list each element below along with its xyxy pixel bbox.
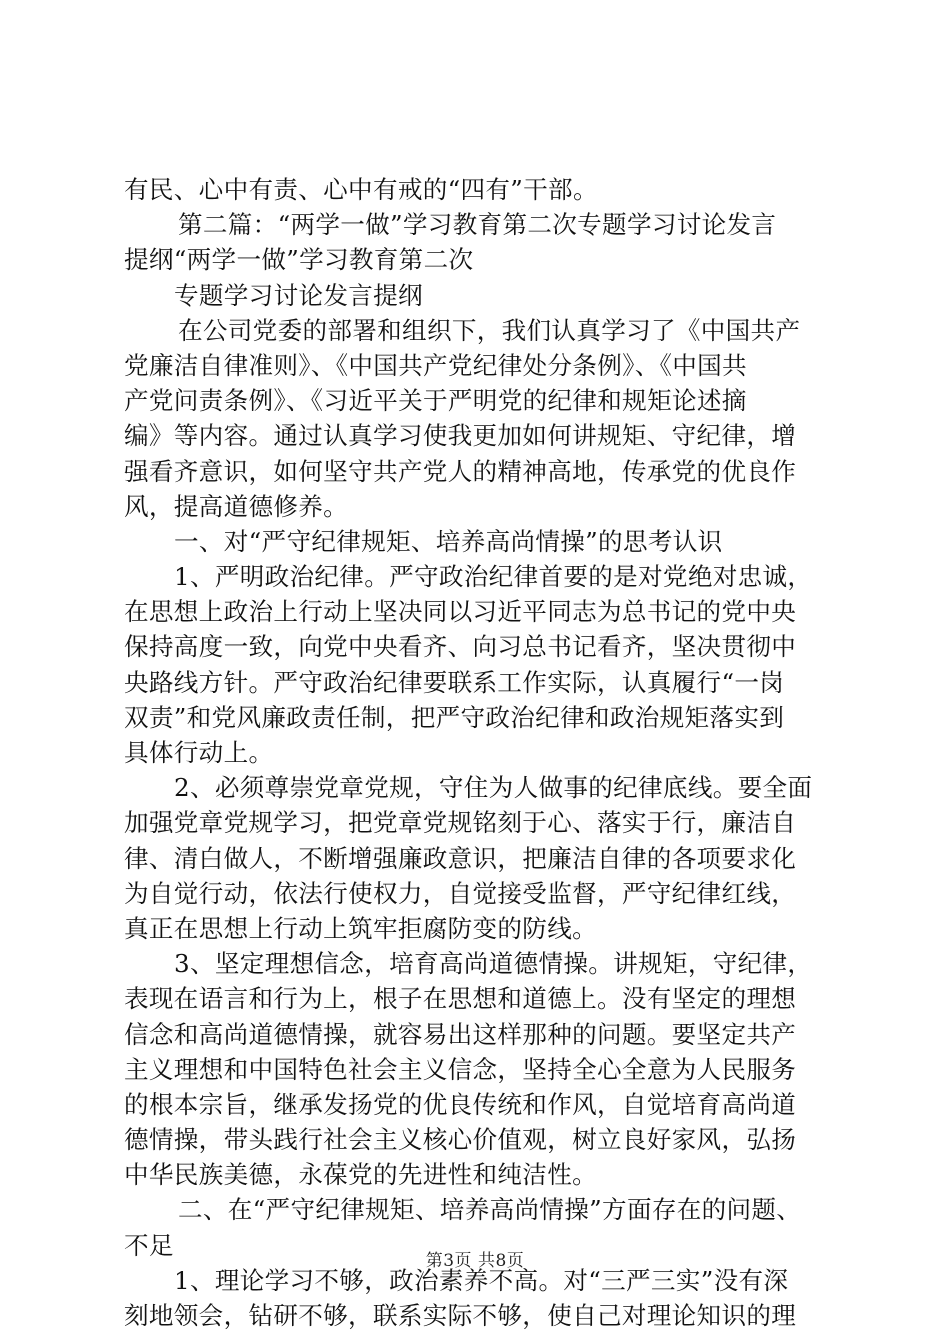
text-line: 的根本宗旨，继承发扬党的优良传统和作风，自觉培育高尚道 (124, 1089, 797, 1119)
section-title-line: 提纲“两学一做”学习教育第二次 (124, 245, 474, 275)
text-line: 2、必须尊崇党章党规，守住为人做事的纪律底线。要全面 (174, 773, 813, 803)
text-line: 风，提高道德修养。 (124, 491, 349, 521)
text-line: 真正在思想上行动上筑牢拒腐防变的防线。 (124, 913, 597, 943)
text-line: 编》等内容。通过认真学习使我更加如何讲规矩、守纪律，增 (124, 421, 797, 451)
text-line: 德情操，带头践行社会主义核心价值观，树立良好家风，弘扬 (124, 1125, 797, 1155)
text-line: 1、严明政治纪律。严守政治纪律首要的是对党绝对忠诚， (174, 562, 813, 592)
heading-line: 一、对“严守纪律规矩、培养高尚情操”的思考认识 (174, 526, 723, 556)
text-line: 具体行动上。 (124, 738, 274, 767)
text-line: 律、清白做人，不断增强廉政意识，把廉洁自律的各项要求化 (124, 843, 797, 873)
text-line: 为自觉行动，依法行使权力，自觉接受监督，严守纪律红线， (124, 878, 797, 908)
section-subtitle-line: 专题学习讨论发言提纲 (174, 280, 423, 310)
text-line: 主义理想和中国特色社会主义信念，坚持全心全意为人民服务 (124, 1054, 797, 1084)
text-line: 3、坚定理想信念，培育高尚道德情操。讲规矩，守纪律， (174, 949, 813, 979)
text-line: 1、理论学习不够，政治素养不高。对“三严三实”没有深 (174, 1265, 789, 1295)
text-line: 有民、心中有责、心中有戒的“四有”干部。 (124, 175, 598, 204)
text-line: 保持高度一致，向党中央看齐、向习总书记看齐，坚决贯彻中 (124, 632, 797, 662)
section-title-line: 第二篇：“两学一做”学习教育第二次专题学习讨论发言 (178, 210, 777, 240)
text-line: 在思想上政治上行动上坚决同以习近平同志为总书记的党中央 (124, 597, 797, 627)
text-line: 在公司党委的部署和组织下，我们认真学习了《中国共产 (178, 315, 801, 345)
text-line: 党廉洁自律准则》、《中国共产党纪律处分条例》、《中国共 (124, 350, 747, 380)
text-line: 刻地领会，钻研不够，联系实际不够，使自己对理论知识的理 (124, 1301, 797, 1330)
text-line: 双责”和党风廉政责任制，把严守政治纪律和政治规矩落实到 (124, 702, 785, 732)
page-number-footer: 第3页 共8页 (425, 1251, 525, 1271)
text-line: 中华民族美德，永葆党的先进性和纯洁性。 (124, 1160, 597, 1190)
text-line: 加强党章党规学习，把党章党规铭刻于心、落实于行，廉洁自 (124, 808, 797, 838)
text-line: 表现在语言和行为上，根子在思想和道德上。没有坚定的理想 (124, 984, 797, 1014)
text-line: 产党问责条例》、《习近平关于严明党的纪律和规矩论述摘 (124, 386, 747, 416)
heading-line: 二、在“严守纪律规矩、培养高尚情操”方面存在的问题、 (178, 1195, 802, 1225)
text-line: 央路线方针。严守政治纪律要联系工作实际，认真履行“一岗 (124, 667, 785, 697)
text-line: 信念和高尚道德情操，就容易出这样那种的问题。要坚定共产 (124, 1019, 797, 1049)
heading-line: 不足 (124, 1230, 174, 1260)
document-body (124, 172, 834, 1333)
text-line: 强看齐意识，如何坚守共产党人的精神高地，传承党的优良作 (124, 456, 797, 486)
